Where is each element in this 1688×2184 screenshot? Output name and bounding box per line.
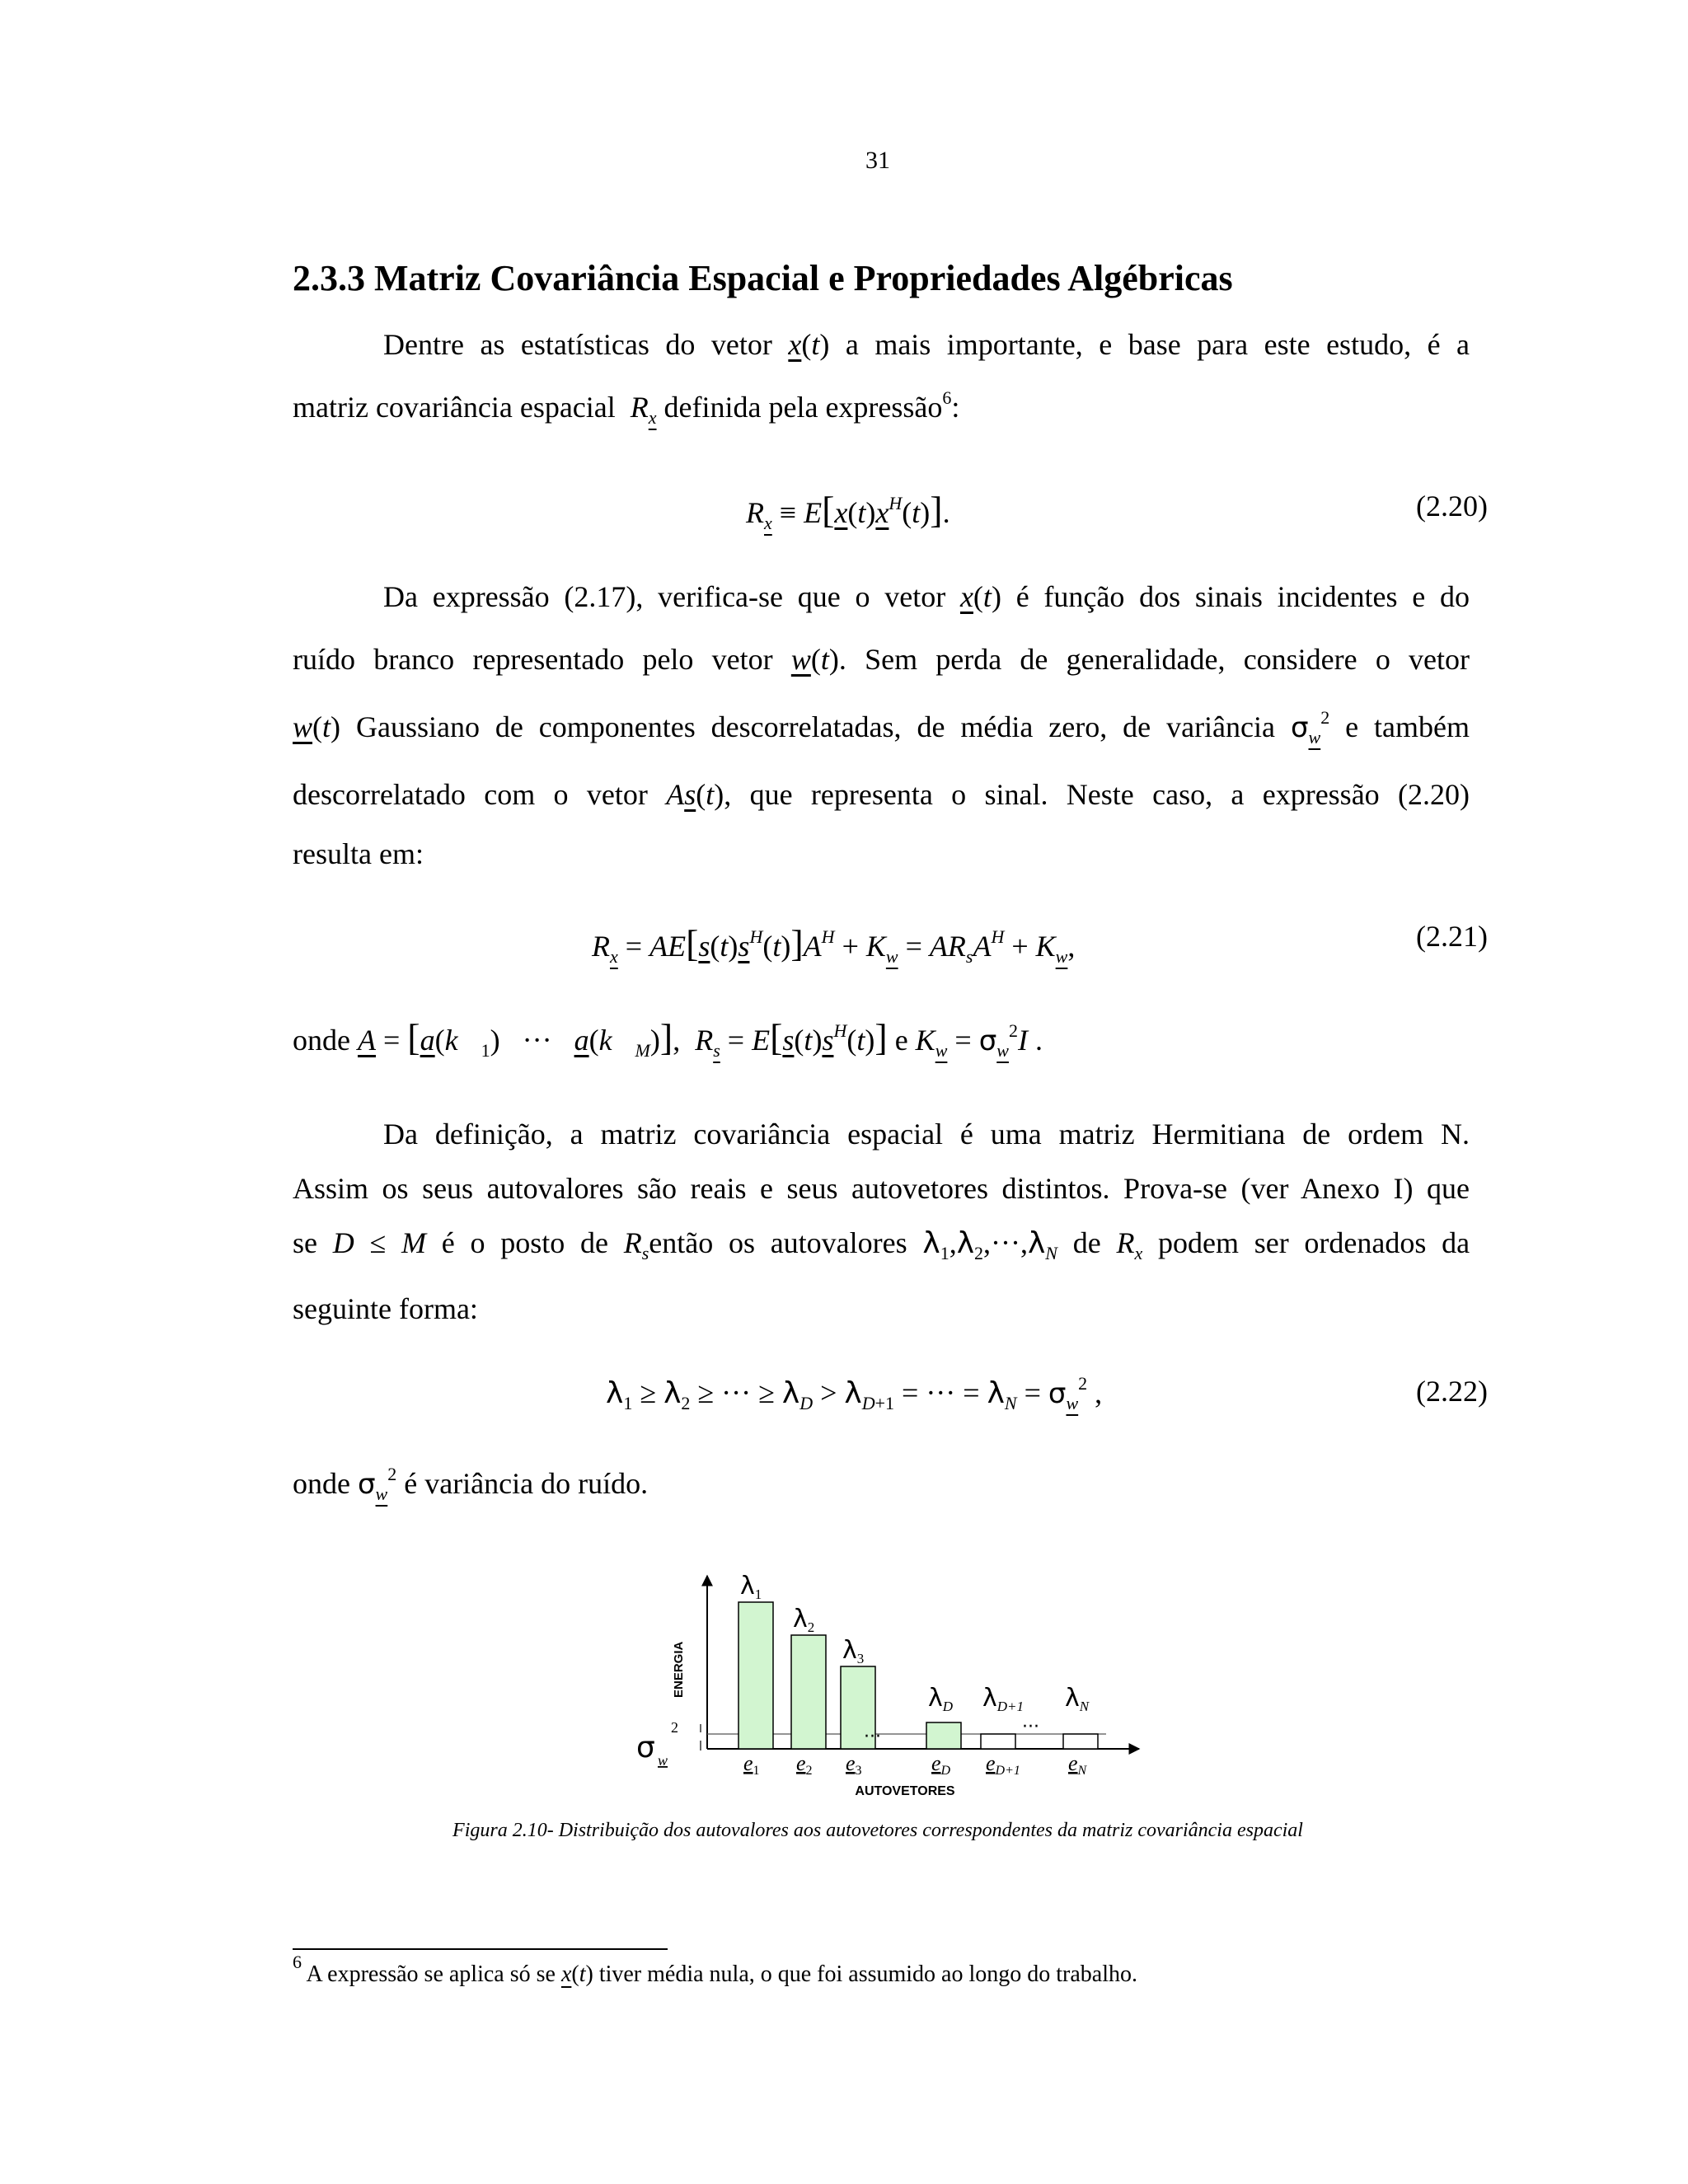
eigenvalue-label-1: $\lambda_1$: [740, 1572, 762, 1602]
ellipsis-mark-1: ···: [864, 1727, 881, 1747]
para3-line2: Assim os seus autovalores são reais e seus autovetores distintos. Prova-se (ver Anexo I) que: [293, 1172, 1470, 1205]
eigenvector-labels: [743, 1751, 1088, 1778]
footnote-mark: 6: [293, 1952, 302, 1972]
definition-line: onde $A = [a(k⃗_1)$ ··· $a(k⃗_M)$], $R_s = E[s(t)s^H(t)]$ e $K_w = \sigma_w^2I$ .: [293, 1016, 1043, 1061]
eigenvalue-label-4: $\lambda_D$: [928, 1684, 954, 1714]
para2-line4: descorrelatado com o vetor As(t), que representa o sinal. Neste caso, a expressão (2.20): [293, 778, 1470, 811]
noise-sigma-sub: w: [658, 1752, 668, 1769]
para2-line1: Da expressão (2.17), verifica-se que o vetor x(t) é função dos sinais incidentes e do: [383, 580, 1470, 613]
y-axis-label: ENERGIA: [672, 1641, 686, 1698]
figure-caption: Figura 2.10- Distribuição dos autovalores aos autovetores correspondentes da matriz covariância espacial: [452, 1820, 1303, 1841]
footnote-rule: [293, 1948, 668, 1950]
section-heading: 2.3.3 Matriz Covariância Espacial e Propriedades Algébricas: [293, 258, 1233, 298]
eigenvalue-bar-6: [1063, 1734, 1098, 1749]
para2-line2: ruído branco representado pelo vetor w(t). Sem perda de generalidade, considere o vetor: [293, 643, 1470, 676]
para2-line3: w(t) Gaussiano de componentes descorrelatadas, de média zero, de variância $\sigma_w^2$ e também: [293, 707, 1470, 748]
para3-line1: Da definição, a matriz covariância espacial é uma matriz Hermitiana de ordem N.: [383, 1118, 1470, 1151]
ellipsis-mark-2: ···: [1022, 1717, 1039, 1737]
eigenvector-label-3: e3: [846, 1751, 862, 1778]
footnote-ref: 6: [942, 387, 952, 408]
eigenvalue-figure: [618, 1549, 1162, 1813]
eigenvalue-diagram: [618, 1549, 1162, 1813]
para1-line2: matriz covariância espacial $R_x$ definida pela expressão$^6$:: [293, 387, 960, 428]
equation-number-2-20: (2.20): [1416, 490, 1488, 523]
eigenvalue-label-6: $\lambda_N$: [1065, 1684, 1090, 1714]
para3-line4: seguinte forma:: [293, 1292, 478, 1325]
eigenvalue-bar-4: [926, 1722, 961, 1749]
equation-2-22: $\lambda_1 \ge \lambda_2$ ≥ ··· ≥ $\lambda_D > \lambda_{D+1}$ = ··· = $\lambda_N = \sigma_w^2$ ,: [606, 1373, 1103, 1413]
noise-variance-line: onde $\sigma_w^2$ é variância do ruído.: [293, 1464, 649, 1504]
x-axis-label: AUTOVETORES: [855, 1784, 955, 1798]
eigenvector-label-1: e1: [743, 1751, 760, 1778]
eigenvalue-bar-5: [981, 1734, 1015, 1749]
eigenvector-label-2: e2: [796, 1751, 813, 1778]
eigenvalue-label-5: $\lambda_{D+1}$: [982, 1684, 1025, 1714]
equation-2-21: $R_x = AE[s(t)s^H(t)]A^H + K_w = AR_sA^H + K_w$,: [592, 922, 1076, 967]
equation-number-2-22: (2.22): [1416, 1375, 1488, 1408]
page-number: 31: [865, 147, 890, 174]
para2-line5: resulta em:: [293, 837, 424, 870]
para3-line3: se D ≤ M é o posto de $R_sentão$ os autovalores $\lambda_1,\lambda_2,\cdot\cdot\cdot,\lambda_N$ de $R_x$ podem ser ordenados da: [293, 1226, 1470, 1263]
eigenvalue-bar-1: [738, 1602, 773, 1749]
math-R-x: $R_x$: [630, 391, 657, 428]
eigenvector-label-4: eD: [931, 1751, 951, 1778]
eigenvalue-label-2: $\lambda_2$: [793, 1605, 815, 1635]
noise-sigma-sup: 2: [671, 1719, 678, 1736]
noise-sigma-symbol: σ: [636, 1731, 655, 1765]
eigenvector-label-6: eN: [1068, 1751, 1087, 1778]
eigenvalue-bar-2: [791, 1635, 826, 1749]
equation-2-20: $R_x \equiv E[x(t)x^H(t)]$.: [746, 489, 950, 533]
para1-line1: Dentre as estatísticas do vetor x(t) a mais importante, e base para este estudo, é a: [383, 328, 1470, 361]
equation-number-2-21: (2.21): [1416, 920, 1488, 953]
math-x-t: x(t): [788, 328, 830, 361]
footnote: $^6$ A expressão se aplica só se x(t) tiver média nula, o que foi assumido ao longo do trabalho.: [293, 1952, 1137, 1987]
eigenvector-label-5: eD+1: [986, 1751, 1020, 1778]
eigenvalue-label-3: $\lambda_3$: [842, 1636, 865, 1666]
